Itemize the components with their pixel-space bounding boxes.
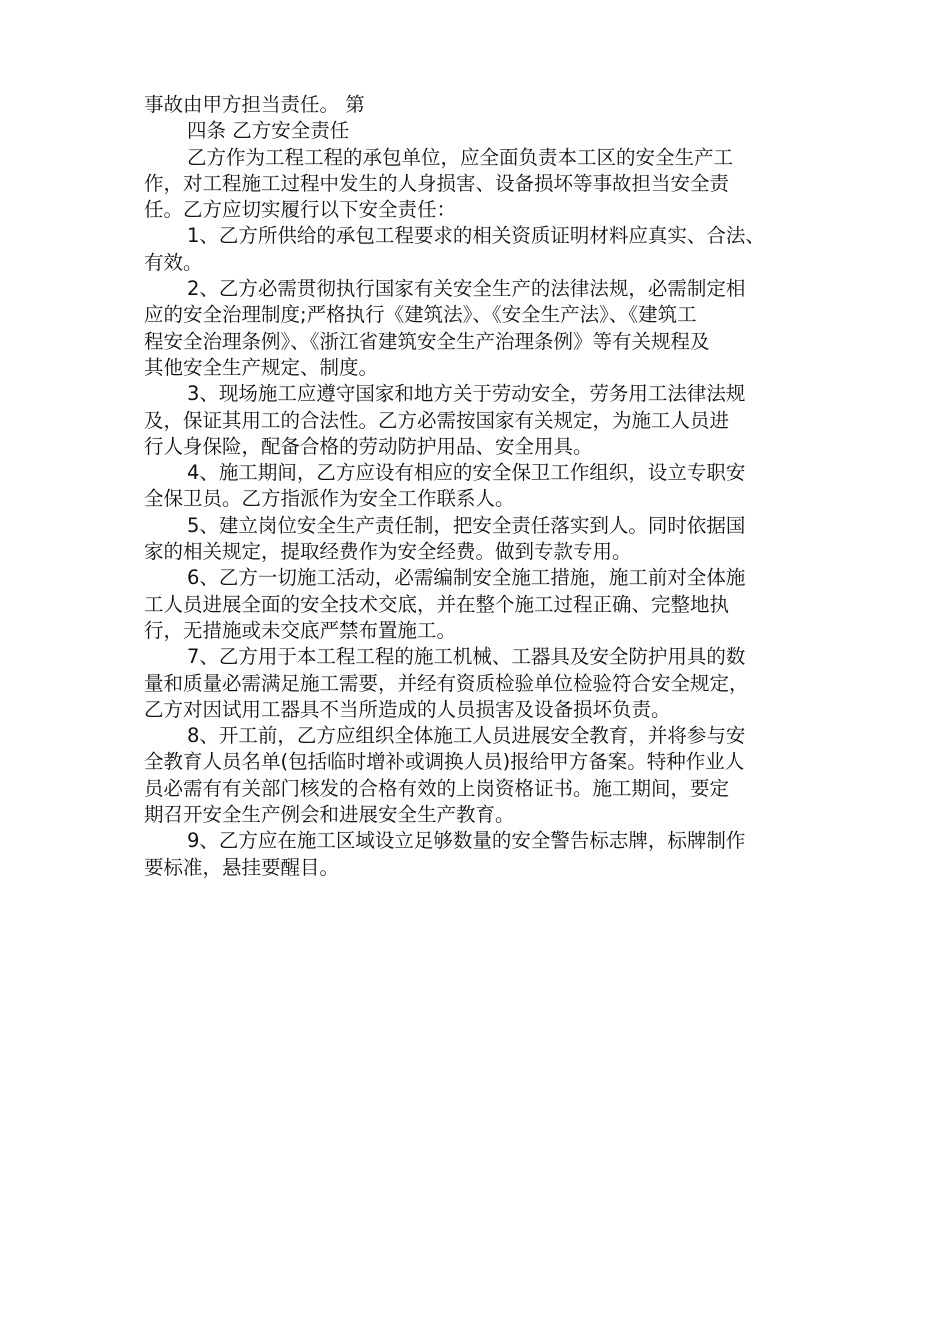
- document-text-line: 4、施工期间，乙方应设有相应的安全保卫工作组织，设立专职安: [187, 461, 746, 485]
- document-text-line: 3、现场施工应遵守国家和地方关于劳动安全，劳务用工法律法规: [187, 382, 746, 406]
- document-text-line: 8、开工前，乙方应组织全体施工人员进展安全教育，并将参与安: [187, 724, 746, 748]
- document-text-line: 四条 乙方安全责任: [187, 119, 350, 143]
- document-text-line: 2、乙方必需贯彻执行国家有关安全生产的法律法规，必需制定相: [187, 277, 746, 301]
- document-text-line: 乙方对因试用工器具不当所造成的人员损害及设备损坏负责。: [144, 697, 671, 721]
- document-text-line: 员必需有有关部门核发的合格有效的上岗资格证书。施工期间，要定: [144, 776, 730, 800]
- document-text-line: 1、乙方所供给的承包工程要求的相关资质证明材料应真实、合法、: [187, 224, 765, 248]
- document-text-line: 行，无措施或未交底严禁布置施工。: [144, 618, 457, 642]
- document-text-line: 行人身保险，配备合格的劳动防护用品、安全用具。: [144, 434, 593, 458]
- document-text-line: 作，对工程施工过程中发生的人身损害、设备损坏等事故担当安全责: [144, 171, 730, 195]
- document-text-line: 乙方作为工程工程的承包单位，应全面负责本工区的安全生产工: [187, 145, 734, 169]
- document-text-line: 5、建立岗位安全生产责任制，把安全责任落实到人。同时依据国: [187, 513, 746, 537]
- document-text-line: 全教育人员名单(包括临时增补或调换人员)报给甲方备案。特种作业人: [144, 750, 745, 774]
- document-text-line: 期召开安全生产例会和进展安全生产教育。: [144, 803, 515, 827]
- document-text-line: 工人员进展全面的安全技术交底，并在整个施工过程正确、完整地执: [144, 592, 730, 616]
- document-text-line: 其他安全生产规定、制度。: [144, 355, 379, 379]
- document-text-line: 程安全治理条例》、《浙江省建筑安全生产治理条例》等有关规程及: [144, 329, 710, 353]
- document-text-line: 有效。: [144, 250, 203, 274]
- document-text-line: 及，保证其用工的合法性。乙方必需按国家有关规定，为施工人员进: [144, 408, 730, 432]
- document-text-line: 任。乙方应切实履行以下安全责任：: [144, 198, 457, 222]
- document-text-line: 9、乙方应在施工区域设立足够数量的安全警告标志牌，标牌制作: [187, 829, 746, 853]
- document-text-line: 7、乙方用于本工程工程的施工机械、工器具及安全防护用具的数: [187, 645, 746, 669]
- document-text-line: 全保卫员。乙方指派作为安全工作联系人。: [144, 487, 515, 511]
- document-text-line: 家的相关规定，提取经费作为安全经费。做到专款专用。: [144, 540, 632, 564]
- document-text-line: 要标准，悬挂要醒目。: [144, 855, 340, 879]
- document-text-line: 量和质量必需满足施工需要，并经有资质检验单位检验符合安全规定，: [144, 671, 749, 695]
- document-text-line: 事故由甲方担当责任。 第: [144, 93, 365, 116]
- document-text-line: 应的安全治理制度;严格执行《建筑法》、《安全生产法》、《建筑工: [144, 303, 697, 327]
- document-text-line: 6、乙方一切施工活动，必需编制安全施工措施，施工前对全体施: [187, 566, 746, 590]
- document-body: [144, 92, 819, 881]
